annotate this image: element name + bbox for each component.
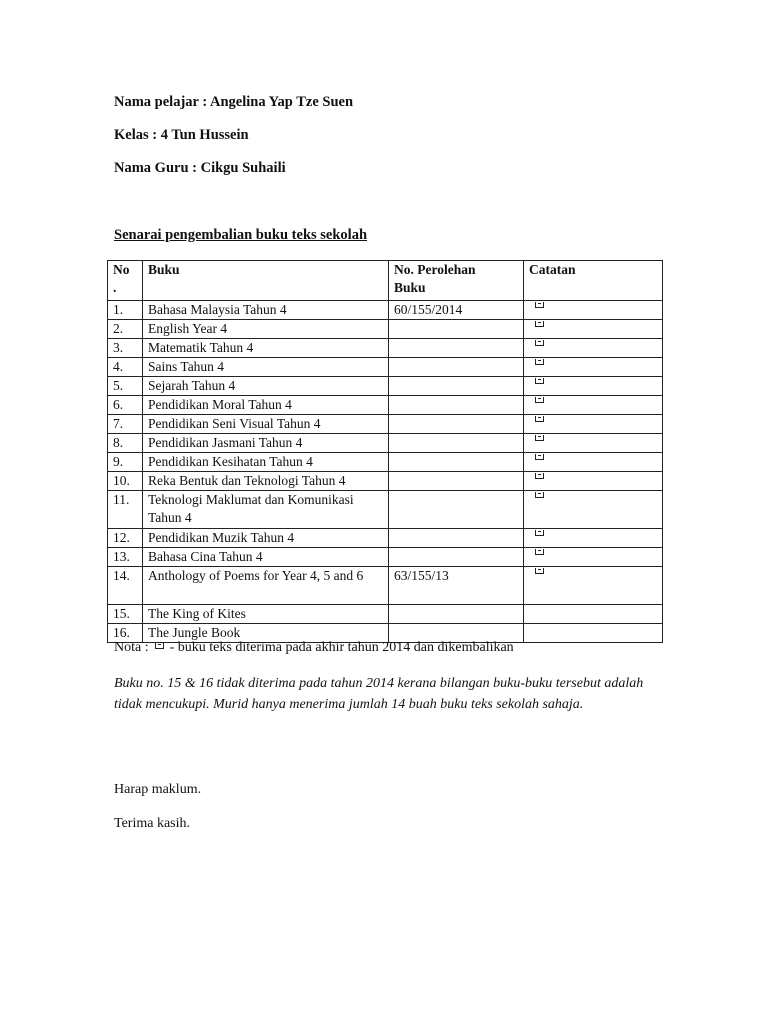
row-acquisition-number xyxy=(389,339,524,358)
tick-icon xyxy=(535,568,544,574)
row-note xyxy=(524,472,663,491)
row-number: 16. xyxy=(108,624,143,643)
header-note: Catatan xyxy=(524,261,663,301)
row-number: 13. xyxy=(108,548,143,567)
list-heading: Senarai pengembalian buku teks sekolah xyxy=(114,227,368,243)
row-book-title: The King of Kites xyxy=(143,605,389,624)
tick-icon xyxy=(535,397,544,403)
table-row xyxy=(108,301,663,320)
row-number: 12. xyxy=(108,529,143,548)
row-book-title: The Jungle Book xyxy=(143,624,389,643)
row-book-title: Reka Bentuk dan Teknologi Tahun 4 xyxy=(143,472,389,491)
tick-icon xyxy=(535,530,544,536)
row-number: 9. xyxy=(108,453,143,472)
row-acquisition-number xyxy=(389,529,524,548)
row-number: 3. xyxy=(108,339,143,358)
row-note xyxy=(524,434,663,453)
row-number: 5. xyxy=(108,377,143,396)
row-number: 4. xyxy=(108,358,143,377)
row-acquisition-number xyxy=(389,548,524,567)
row-number: 8. xyxy=(108,434,143,453)
row-number: 11. xyxy=(108,491,143,529)
row-number: 10. xyxy=(108,472,143,491)
table-header-row xyxy=(108,261,663,301)
tick-icon xyxy=(535,302,544,308)
row-acquisition-number: 60/155/2014 xyxy=(389,301,524,320)
row-note xyxy=(524,567,663,605)
table-row xyxy=(108,567,663,605)
row-book-title: Sejarah Tahun 4 xyxy=(143,377,389,396)
closing-terima: Terima kasih. xyxy=(114,816,190,831)
row-acquisition-number: 63/155/13 xyxy=(389,567,524,605)
table-row xyxy=(108,491,663,529)
tick-icon xyxy=(535,435,544,441)
closing-harap: Harap maklum. xyxy=(114,782,202,797)
table-row xyxy=(108,415,663,434)
book-return-table xyxy=(107,260,663,643)
row-acquisition-number xyxy=(389,472,524,491)
row-book-title: Pendidikan Muzik Tahun 4 xyxy=(143,529,389,548)
tick-icon xyxy=(535,378,544,384)
nota-line xyxy=(114,640,514,656)
row-number: 7. xyxy=(108,415,143,434)
row-acquisition-number xyxy=(389,453,524,472)
row-number: 2. xyxy=(108,320,143,339)
table-row xyxy=(108,320,663,339)
table-row xyxy=(108,339,663,358)
row-book-title: Pendidikan Kesihatan Tahun 4 xyxy=(143,453,389,472)
remark-paragraph: Buku no. 15 & 16 tidak diterima pada tahun 2014 kerana bilangan buku-buku tersebut adalah tidak mencukupi. Murid hanya menerima jumlah 14 buah buku teks sekolah sahaja. xyxy=(114,676,644,712)
row-acquisition-number xyxy=(389,396,524,415)
class-name: Kelas : 4 Tun Hussein xyxy=(114,127,249,143)
row-note xyxy=(524,320,663,339)
tick-icon xyxy=(535,340,544,346)
table-row xyxy=(108,453,663,472)
tick-icon xyxy=(535,359,544,365)
row-acquisition-number xyxy=(389,358,524,377)
row-book-title: English Year 4 xyxy=(143,320,389,339)
row-note xyxy=(524,453,663,472)
tick-icon xyxy=(535,549,544,555)
row-note xyxy=(524,358,663,377)
table-row xyxy=(108,605,663,624)
row-acquisition-number xyxy=(389,434,524,453)
row-note xyxy=(524,339,663,358)
row-book-title: Sains Tahun 4 xyxy=(143,358,389,377)
row-acquisition-number xyxy=(389,320,524,339)
table-row xyxy=(108,377,663,396)
row-note xyxy=(524,491,663,529)
table-row xyxy=(108,529,663,548)
table-body xyxy=(108,301,663,643)
row-acquisition-number xyxy=(389,605,524,624)
table-row xyxy=(108,434,663,453)
row-note xyxy=(524,605,663,624)
tick-icon xyxy=(535,454,544,460)
row-number: 1. xyxy=(108,301,143,320)
row-book-title: Anthology of Poems for Year 4, 5 and 6 xyxy=(143,567,389,605)
teacher-name: Nama Guru : Cikgu Suhaili xyxy=(114,160,286,176)
row-note xyxy=(524,529,663,548)
row-book-title: Teknologi Maklumat dan Komunikasi Tahun 4 xyxy=(143,491,389,529)
header-no: No . xyxy=(108,261,143,301)
tick-icon xyxy=(535,416,544,422)
row-note xyxy=(524,624,663,643)
row-note xyxy=(524,548,663,567)
row-note xyxy=(524,301,663,320)
row-book-title: Bahasa Malaysia Tahun 4 xyxy=(143,301,389,320)
nota-text: - buku teks diterima pada akhir tahun 2014 dan dikembalikan xyxy=(169,640,514,655)
table-row xyxy=(108,548,663,567)
row-acquisition-number xyxy=(389,415,524,434)
table-row xyxy=(108,358,663,377)
row-acquisition-number xyxy=(389,377,524,396)
table-row xyxy=(108,396,663,415)
row-acquisition-number xyxy=(389,491,524,529)
row-note xyxy=(524,377,663,396)
tick-icon xyxy=(155,643,164,649)
row-note xyxy=(524,396,663,415)
row-number: 6. xyxy=(108,396,143,415)
row-book-title: Pendidikan Seni Visual Tahun 4 xyxy=(143,415,389,434)
row-number: 14. xyxy=(108,567,143,605)
tick-icon xyxy=(535,321,544,327)
table-row xyxy=(108,472,663,491)
row-number: 15. xyxy=(108,605,143,624)
row-note xyxy=(524,415,663,434)
student-name: Nama pelajar : Angelina Yap Tze Suen xyxy=(114,94,354,110)
header-book: Buku xyxy=(143,261,389,301)
tick-icon xyxy=(535,492,544,498)
tick-icon xyxy=(535,473,544,479)
row-book-title: Matematik Tahun 4 xyxy=(143,339,389,358)
nota-prefix: Nota : xyxy=(114,640,149,655)
row-book-title: Bahasa Cina Tahun 4 xyxy=(143,548,389,567)
row-book-title: Pendidikan Moral Tahun 4 xyxy=(143,396,389,415)
header-acquisition: No. Perolehan Buku xyxy=(389,261,524,301)
row-book-title: Pendidikan Jasmani Tahun 4 xyxy=(143,434,389,453)
